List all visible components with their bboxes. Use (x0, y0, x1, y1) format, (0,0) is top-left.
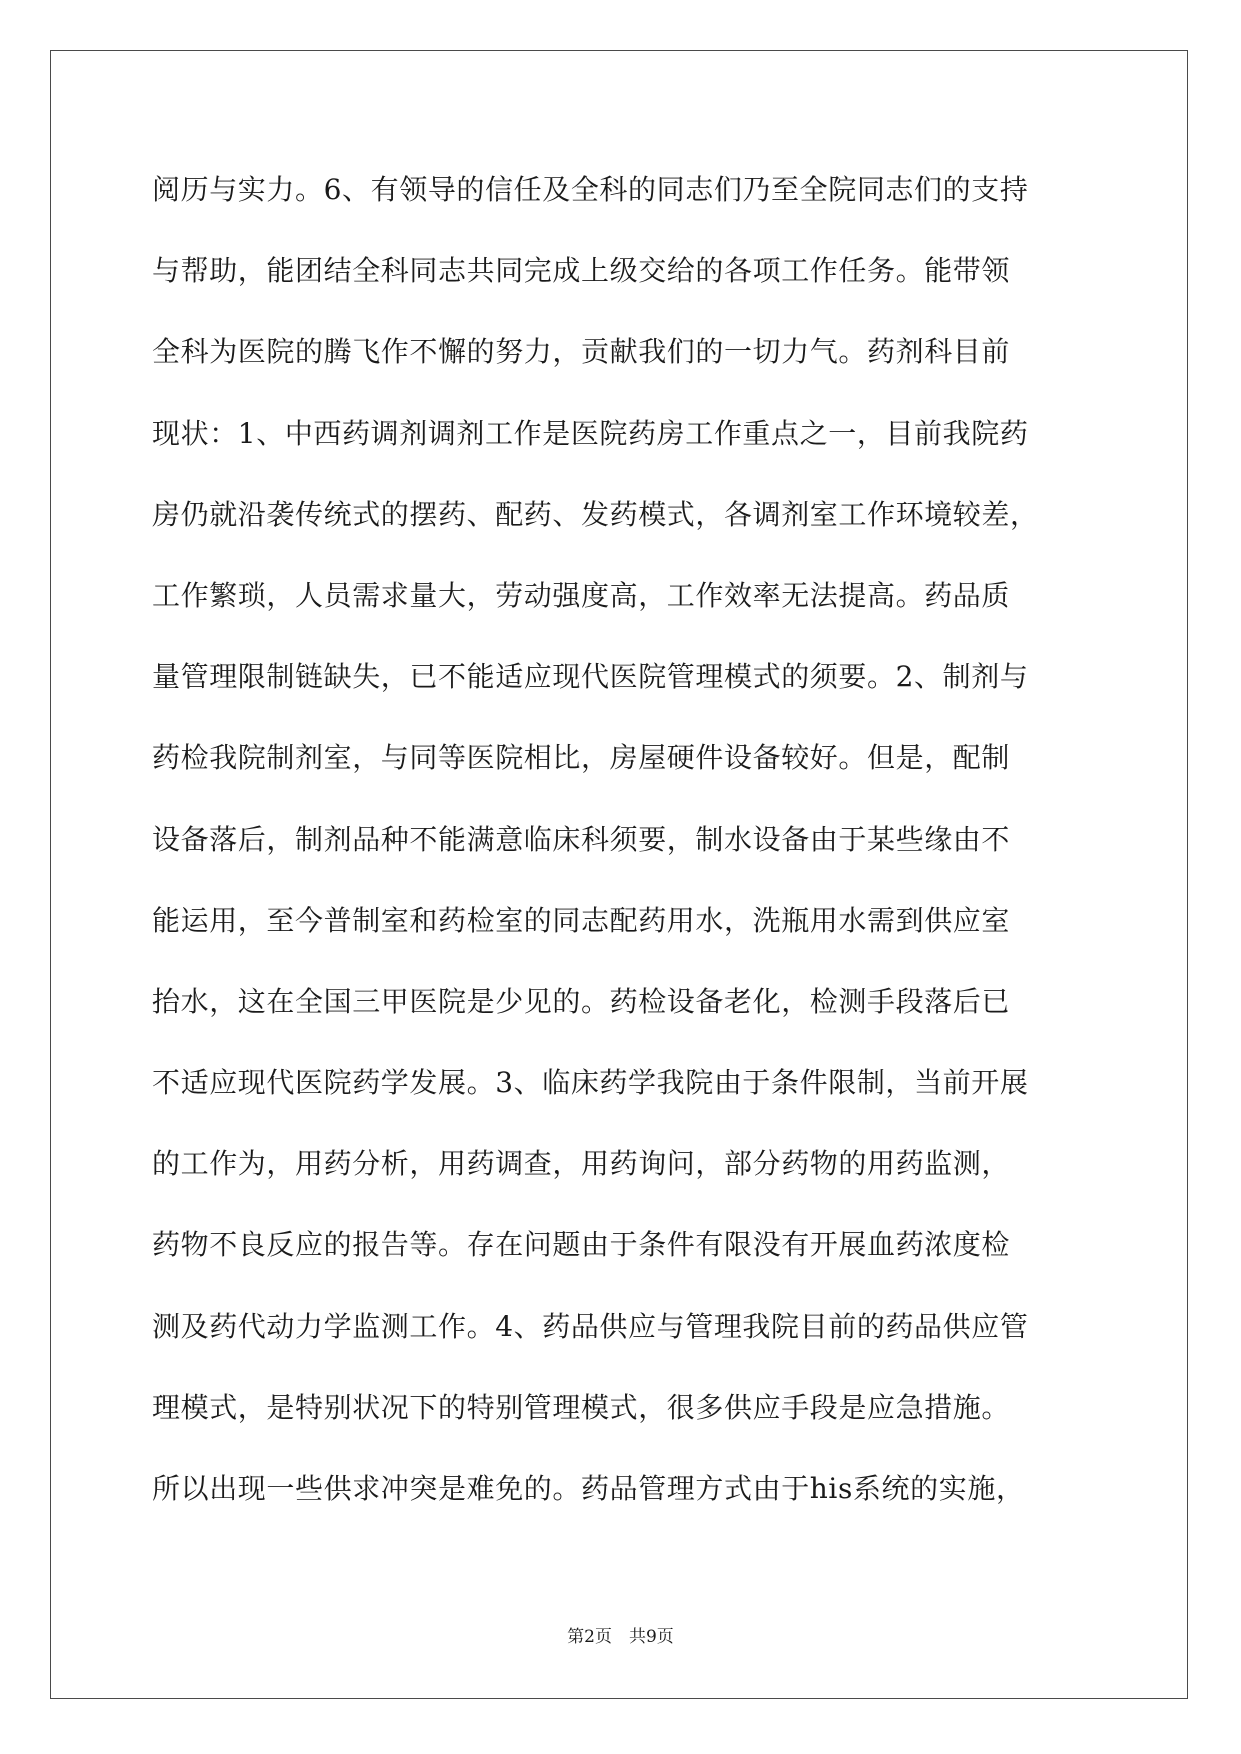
text-line: 药检我院制剂室，与同等医院相比，房屋硬件设备较好。但是，配制 (152, 741, 1011, 775)
text-line: 现状：1、中西药调剂调剂工作是医院药房工作重点之一，目前我院药 (152, 416, 1029, 450)
text-line: 阅历与实力。6、有领导的信任及全科的同志们乃至全院同志们的支持 (152, 173, 1029, 206)
page-number-footer: 第2页 共9页 (567, 1627, 674, 1647)
text-line: 工作繁琐，人员需求量大，劳动强度高，工作效率无法提高。药品质 (152, 578, 1011, 612)
text-line: 量管理限制链缺失，已不能适应现代医院管理模式的须要。2、制剂与 (152, 660, 1029, 694)
text-line: 理模式，是特别状况下的特别管理模式，很多供应手段是应急措施。 (152, 1390, 1011, 1424)
text-line: 药物不良反应的报告等。存在问题由于条件有限没有开展血药浓度检 (152, 1228, 1011, 1262)
body-text (152, 160, 1092, 1540)
text-line: 不适应现代医院药学发展。3、临床药学我院由于条件限制，当前开展 (152, 1066, 1029, 1100)
text-line: 所以出现一些供求冲突是难免的。药品管理方式由于his系统的实施， (152, 1472, 1025, 1505)
text-line: 房仍就沿袭传统式的摆药、配药、发药模式，各调剂室工作环境较差， (152, 497, 1039, 531)
text-line: 与帮助，能团结全科同志共同完成上级交给的各项工作任务。能带领 (152, 254, 1011, 288)
text-line: 测及药代动力学监测工作。4、药品供应与管理我院目前的药品供应管 (152, 1309, 1029, 1343)
text-line: 的工作为，用药分析，用药调查，用药询问，部分药物的用药监测， (152, 1147, 1011, 1181)
text-line: 能运用，至今普制室和药检室的同志配药用水，洗瓶用水需到供应室 (152, 903, 1011, 937)
text-line: 全科为医院的腾飞作不懈的努力，贡献我们的一切力气。药剂科目前 (152, 335, 1011, 369)
text-line: 抬水，这在全国三甲医院是少见的。药检设备老化，检测手段落后已 (152, 984, 1011, 1018)
text-line: 设备落后，制剂品种不能满意临床科须要，制水设备由于某些缘由不 (152, 822, 1011, 856)
